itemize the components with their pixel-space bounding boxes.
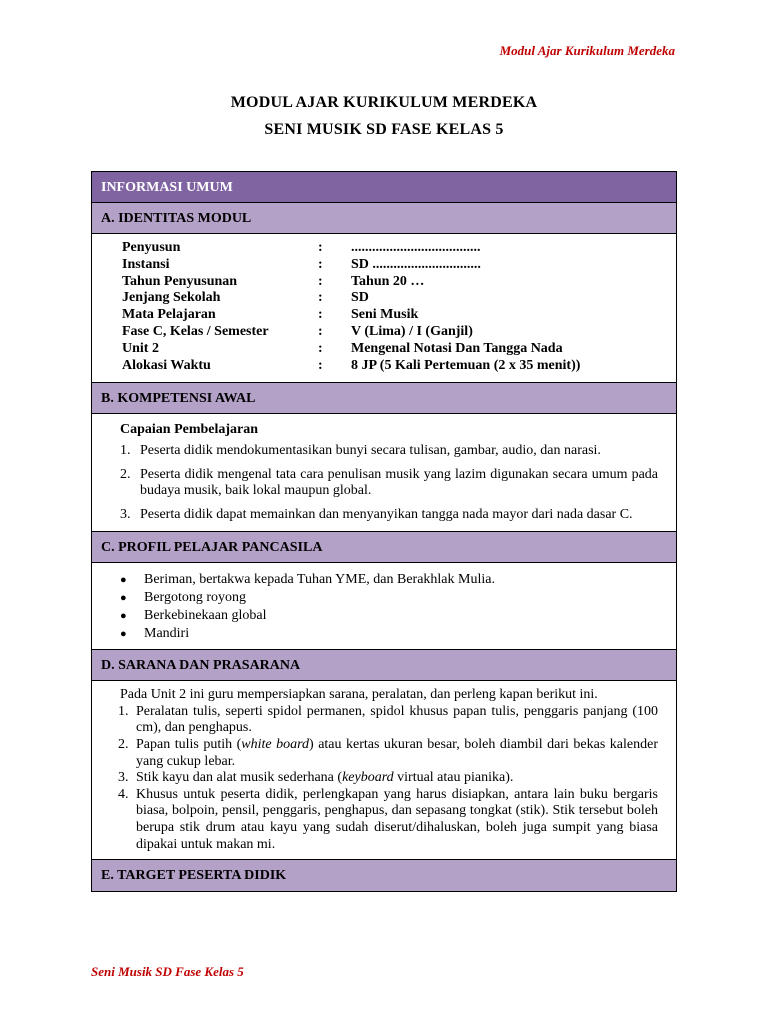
identitas-colon: : <box>318 323 323 339</box>
sarana-list <box>118 704 658 853</box>
section-header-target: E. TARGET PESERTA DIDIK <box>92 860 676 891</box>
text-run: Stik kayu dan alat musik sederhana ( <box>136 770 343 786</box>
list-text <box>136 737 658 770</box>
identitas-row <box>122 240 676 257</box>
list-item <box>120 571 658 589</box>
section-header-kompetensi: B. KOMPETENSI AWAL <box>92 383 676 414</box>
identitas-key: Mata Pelajaran <box>122 307 216 323</box>
list-text: Peserta didik dapat memainkan dan menyanyikan tangga nada mayor dari nada dasar C. <box>140 506 633 522</box>
italic-term: white board <box>241 737 310 753</box>
section-header-identitas: A. IDENTITAS MODUL <box>92 203 676 234</box>
list-text: Beriman, bertakwa kepada Tuhan YME, dan Berakhlak Mulia. <box>144 572 495 588</box>
identitas-row <box>122 307 676 324</box>
capaian-list <box>120 443 658 523</box>
running-header: Modul Ajar Kurikulum Merdeka <box>499 43 675 58</box>
sarana-prasarana-content <box>92 681 676 860</box>
identitas-key: Jenjang Sekolah <box>122 290 221 306</box>
list-text: Berkebinekaan global <box>144 608 267 624</box>
list-item <box>120 467 658 500</box>
identitas-colon: : <box>318 290 323 306</box>
list-item <box>120 589 658 607</box>
identitas-row <box>122 274 676 291</box>
list-number: 1. <box>120 443 131 459</box>
list-item <box>118 770 658 787</box>
identitas-key: Unit 2 <box>122 340 159 356</box>
identitas-key: Fase C, Kelas / Semester <box>122 323 269 339</box>
running-footer: Seni Musik SD Fase Kelas 5 <box>91 964 244 979</box>
identitas-value: 8 JP (5 Kali Pertemuan (2 x 35 menit)) <box>351 357 581 373</box>
identitas-value: Tahun 20 … <box>351 273 425 289</box>
section-header-sarana: D. SARANA DAN PRASARANA <box>92 650 676 681</box>
list-text: Khusus untuk peserta didik, perlengkapan yang harus disiapkan, antara lain buku bergaris biasa, bolpoin, pensil, penggaris, penghapus, dan sepasang tongkat (stik). Stik tersebut boleh berupa stik drum atau kayu yang sudah diserut/dihaluskan, boleh juga sumpit yang biasa dipakai untuk makan mi. <box>136 786 658 852</box>
bullet-icon: ● <box>120 574 127 587</box>
identitas-key: Alokasi Waktu <box>122 357 211 373</box>
list-text: Mandiri <box>144 626 190 642</box>
identitas-value: Seni Musik <box>351 307 419 323</box>
list-number: 4. <box>118 786 129 802</box>
list-text: Peralatan tulis, seperti spidol permanen, spidol khusus papan tulis, penggaris panjang (100 cm), dan penghapus. <box>136 703 658 736</box>
section-header-profil: C. PROFIL PELAJAR PANCASILA <box>92 532 676 563</box>
list-item <box>118 737 658 770</box>
section-header-informasi-umum: INFORMASI UMUM <box>92 172 676 203</box>
list-text: Bergotong royong <box>144 590 247 606</box>
identitas-value: Mengenal Notasi Dan Tangga Nada <box>351 340 563 356</box>
text-run: virtual atau pianika). <box>393 770 514 786</box>
list-text <box>136 770 658 787</box>
identitas-colon: : <box>318 357 323 373</box>
list-number: 2. <box>120 466 131 482</box>
identitas-colon: : <box>318 340 323 356</box>
profil-pelajar-list <box>92 563 676 650</box>
identitas-value: ..................................... <box>351 240 481 255</box>
list-text: Peserta didik mendokumentasikan bunyi secara tulisan, gambar, audio, dan narasi. <box>140 443 601 459</box>
identitas-colon: : <box>318 256 323 272</box>
bullet-icon: ● <box>120 628 127 641</box>
sarana-intro: Pada Unit 2 ini guru mempersiapkan sarana, peralatan, dan perleng kapan berikut ini. <box>120 687 598 703</box>
bullet-icon: ● <box>120 592 127 605</box>
identitas-row <box>122 358 676 375</box>
list-number: 1. <box>118 703 129 719</box>
list-item <box>118 787 658 853</box>
identitas-colon: : <box>318 240 323 255</box>
identitas-key: Penyusun <box>122 240 181 255</box>
identitas-row <box>122 257 676 274</box>
list-item <box>120 507 658 524</box>
identitas-modul-list <box>92 234 676 383</box>
list-number: 3. <box>118 770 129 786</box>
bullet-icon: ● <box>120 610 127 623</box>
identitas-row <box>122 290 676 307</box>
document-subtitle: SENI MUSIK SD FASE KELAS 5 <box>264 121 504 138</box>
list-item <box>120 625 658 643</box>
identitas-colon: : <box>318 273 323 289</box>
identitas-colon: : <box>318 307 323 323</box>
identitas-key: Instansi <box>122 256 170 272</box>
identitas-row <box>122 341 676 358</box>
identitas-row <box>122 324 676 341</box>
text-run: Papan tulis putih ( <box>136 737 242 753</box>
identitas-value: SD <box>351 290 369 306</box>
list-text: Peserta didik mengenal tata cara penulisan musik yang lazim digunakan secara umum pada budaya musik, baik lokal maupun global. <box>140 466 658 499</box>
list-number: 3. <box>120 506 131 522</box>
identitas-key: Tahun Penyusunan <box>122 273 238 289</box>
list-item <box>118 704 658 737</box>
list-item <box>120 607 658 625</box>
list-item <box>120 443 658 460</box>
capaian-heading: Capaian Pembelajaran <box>120 422 259 438</box>
identitas-value: SD ............................... <box>351 256 481 272</box>
module-info-table <box>91 171 677 892</box>
italic-term: keyboard <box>342 770 394 786</box>
text-run: ) atau kertas ukuran besar, boleh diambil dari bekas kalender yang cukup lebar. <box>136 737 658 769</box>
document-title: MODUL AJAR KURIKULUM MERDEKA <box>230 94 538 111</box>
identitas-value: V (Lima) / I (Ganjil) <box>351 323 473 339</box>
kompetensi-awal-content <box>92 414 676 532</box>
list-number: 2. <box>118 737 129 753</box>
